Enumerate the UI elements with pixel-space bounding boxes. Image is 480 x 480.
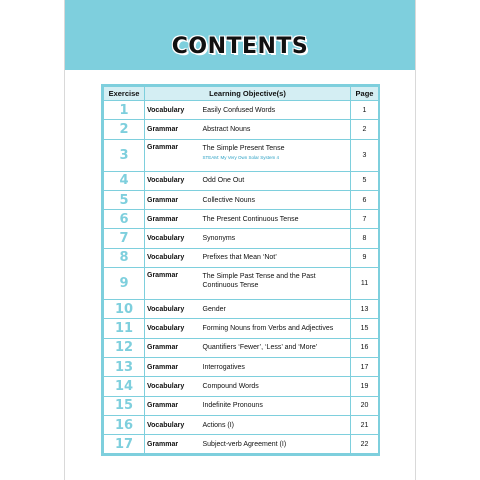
contents-table xyxy=(103,86,379,454)
exercise-number: 16 xyxy=(104,415,145,434)
page-number: 9 xyxy=(351,248,379,267)
learning-objective: The Present Continuous Tense xyxy=(202,215,299,223)
header-objective: Learning Objective(s) xyxy=(145,87,351,101)
learning-objective-cell xyxy=(201,268,351,300)
page-number: 11 xyxy=(351,268,379,300)
page-number: 16 xyxy=(351,338,379,357)
exercise-number: 7 xyxy=(104,229,145,248)
exercise-category: Vocabulary xyxy=(145,101,201,120)
table-row xyxy=(104,357,379,376)
exercise-category: Grammar xyxy=(145,268,201,300)
exercise-category: Grammar xyxy=(145,357,201,376)
table-row xyxy=(104,120,379,139)
exercise-category: Vocabulary xyxy=(145,171,201,190)
table-row xyxy=(104,319,379,338)
header-page: Page xyxy=(351,87,379,101)
exercise-category: Vocabulary xyxy=(145,248,201,267)
page-number: 19 xyxy=(351,377,379,396)
exercise-number: 17 xyxy=(104,435,145,454)
table-row xyxy=(104,415,379,434)
exercise-category: Vocabulary xyxy=(145,319,201,338)
learning-objective: Odd One Out xyxy=(202,177,245,185)
learning-objective: Actions (I) xyxy=(202,421,235,429)
table-row xyxy=(104,139,379,171)
page-number: 13 xyxy=(351,300,379,319)
table-row xyxy=(104,377,379,396)
exercise-category: Grammar xyxy=(145,338,201,357)
table-row xyxy=(104,338,379,357)
learning-objective: Interrogatives xyxy=(202,363,245,371)
exercise-number: 9 xyxy=(104,268,145,300)
exercise-number: 4 xyxy=(104,171,145,190)
page-number: 3 xyxy=(351,139,379,171)
learning-objective-cell xyxy=(201,190,351,209)
learning-objective-cell xyxy=(201,229,351,248)
learning-objective: Compound Words xyxy=(202,382,259,390)
learning-objective: Abstract Nouns xyxy=(202,125,251,133)
table-row xyxy=(104,396,379,415)
learning-objective: The Simple Present Tense xyxy=(202,144,285,152)
learning-objective-cell xyxy=(201,300,351,319)
table-row xyxy=(104,229,379,248)
learning-objective: Forming Nouns from Verbs and Adjectives xyxy=(202,325,334,333)
exercise-number: 13 xyxy=(104,357,145,376)
contents-table-frame xyxy=(101,84,380,456)
exercise-category: Vocabulary xyxy=(145,415,201,434)
learning-objective: Subject-verb Agreement (I) xyxy=(202,440,287,448)
page-title: CONTENTS xyxy=(171,34,309,59)
learning-objective-cell xyxy=(201,396,351,415)
learning-objective-cell xyxy=(201,210,351,229)
header-exercise: Exercise xyxy=(104,87,145,101)
exercise-number: 2 xyxy=(104,120,145,139)
page-number: 1 xyxy=(351,101,379,120)
exercise-number: 14 xyxy=(104,377,145,396)
exercise-number: 8 xyxy=(104,248,145,267)
page-number: 15 xyxy=(351,319,379,338)
learning-objective-cell xyxy=(201,139,351,171)
learning-objective-cell xyxy=(201,338,351,357)
learning-objective: Indefinite Pronouns xyxy=(202,402,263,410)
exercise-number: 12 xyxy=(104,338,145,357)
exercise-category: Vocabulary xyxy=(145,300,201,319)
learning-objective: Prefixes that Mean ‘Not’ xyxy=(202,254,277,262)
exercise-category: Grammar xyxy=(145,120,201,139)
learning-objective: The Simple Past Tense and the Past Continuous Tense xyxy=(202,273,316,290)
learning-objective-cell xyxy=(201,357,351,376)
exercise-number: 6 xyxy=(104,210,145,229)
page-number: 6 xyxy=(351,190,379,209)
learning-objective-cell xyxy=(201,248,351,267)
learning-objective-cell xyxy=(201,319,351,338)
page-number: 20 xyxy=(351,396,379,415)
exercise-category: Vocabulary xyxy=(145,377,201,396)
exercise-category: Grammar xyxy=(145,210,201,229)
exercise-number: 15 xyxy=(104,396,145,415)
exercise-number: 5 xyxy=(104,190,145,209)
steam-activity-note: STEAM: My Very Own Solar System 4 xyxy=(202,154,280,160)
exercise-number: 11 xyxy=(104,319,145,338)
book-page xyxy=(64,0,416,480)
page-number: 7 xyxy=(351,210,379,229)
learning-objective: Easily Confused Words xyxy=(202,106,276,114)
learning-objective: Collective Nouns xyxy=(202,196,256,204)
exercise-number: 10 xyxy=(104,300,145,319)
table-row xyxy=(104,300,379,319)
learning-objective-cell xyxy=(201,377,351,396)
learning-objective-cell xyxy=(201,101,351,120)
page-number: 22 xyxy=(351,435,379,454)
exercise-category: Grammar xyxy=(145,139,201,171)
page-number: 2 xyxy=(351,120,379,139)
table-row xyxy=(104,190,379,209)
exercise-number: 1 xyxy=(104,101,145,120)
exercise-category: Grammar xyxy=(145,396,201,415)
table-row xyxy=(104,101,379,120)
learning-objective-cell xyxy=(201,120,351,139)
table-row xyxy=(104,248,379,267)
table-row xyxy=(104,171,379,190)
page-number: 5 xyxy=(351,171,379,190)
exercise-category: Grammar xyxy=(145,190,201,209)
page-number: 8 xyxy=(351,229,379,248)
learning-objective-cell xyxy=(201,415,351,434)
page-number: 21 xyxy=(351,415,379,434)
exercise-category: Vocabulary xyxy=(145,229,201,248)
learning-objective-cell xyxy=(201,435,351,454)
table-header-row xyxy=(104,87,379,101)
table-row xyxy=(104,268,379,300)
learning-objective: Synonyms xyxy=(202,235,236,243)
table-row xyxy=(104,435,379,454)
learning-objective: Gender xyxy=(202,305,226,313)
learning-objective-cell xyxy=(201,171,351,190)
exercise-category: Grammar xyxy=(145,435,201,454)
page-number: 17 xyxy=(351,357,379,376)
exercise-number: 3 xyxy=(104,139,145,171)
table-row xyxy=(104,210,379,229)
learning-objective: Quantifiers ‘Fewer’, ‘Less’ and ‘More’ xyxy=(202,344,318,352)
